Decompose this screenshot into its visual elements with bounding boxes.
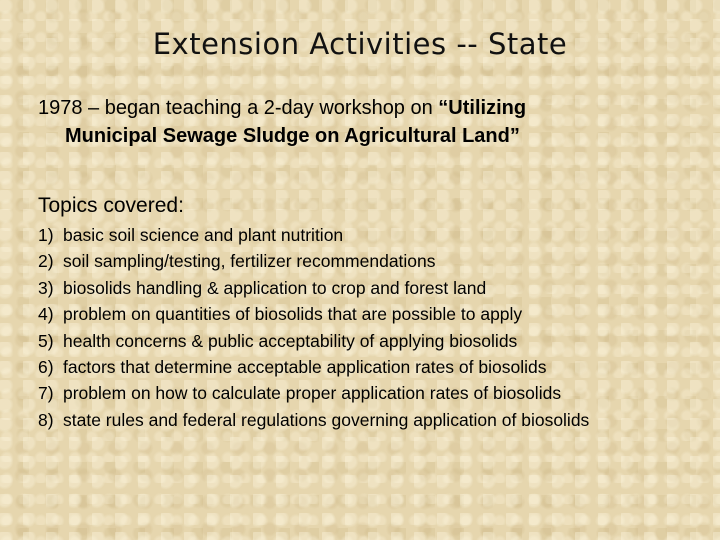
topic-text: state rules and federal regulations governing application of biosolids [63, 409, 590, 430]
topic-item [38, 328, 718, 354]
topic-number: 1) [38, 225, 54, 245]
topic-text: biosolids handling & application to crop and forest land [63, 277, 487, 298]
topic-text: problem on quantities of biosolids that are possible to apply [63, 304, 523, 325]
topic-text: health concerns & public acceptability of applying biosolids [63, 330, 518, 351]
topic-number: 7) [38, 383, 54, 404]
topic-item [38, 248, 718, 274]
topic-text: basic soil science and plant nutrition [63, 225, 344, 245]
topic-number: 6) [38, 356, 54, 377]
topics-heading: Topics covered: [38, 194, 184, 217]
topic-number: 8) [38, 409, 54, 430]
intro-text: 1978 – began teaching a 2-day workshop on [38, 97, 439, 119]
topic-item [38, 301, 718, 327]
topic-item [38, 354, 718, 380]
topic-item [38, 275, 718, 301]
slide-title: Extension Activities -- State [152, 27, 568, 61]
topic-number: 2) [38, 251, 54, 272]
topics-list [38, 222, 718, 433]
topic-item [38, 407, 718, 433]
topic-item [38, 380, 718, 406]
topic-text: soil sampling/testing, fertilizer recommendations [63, 251, 436, 272]
topic-item [38, 222, 718, 248]
topic-text: factors that determine acceptable application rates of biosolids [63, 356, 547, 377]
workshop-title-part2: Municipal Sewage Sludge on Agricultural Land” [65, 125, 520, 147]
topic-number: 3) [38, 277, 54, 298]
topic-number: 5) [38, 330, 54, 351]
topic-number: 4) [38, 304, 54, 325]
workshop-title-part1: “Utilizing [438, 97, 527, 119]
intro-paragraph [38, 94, 698, 150]
topic-text: problem on how to calculate proper application rates of biosolids [63, 383, 562, 404]
